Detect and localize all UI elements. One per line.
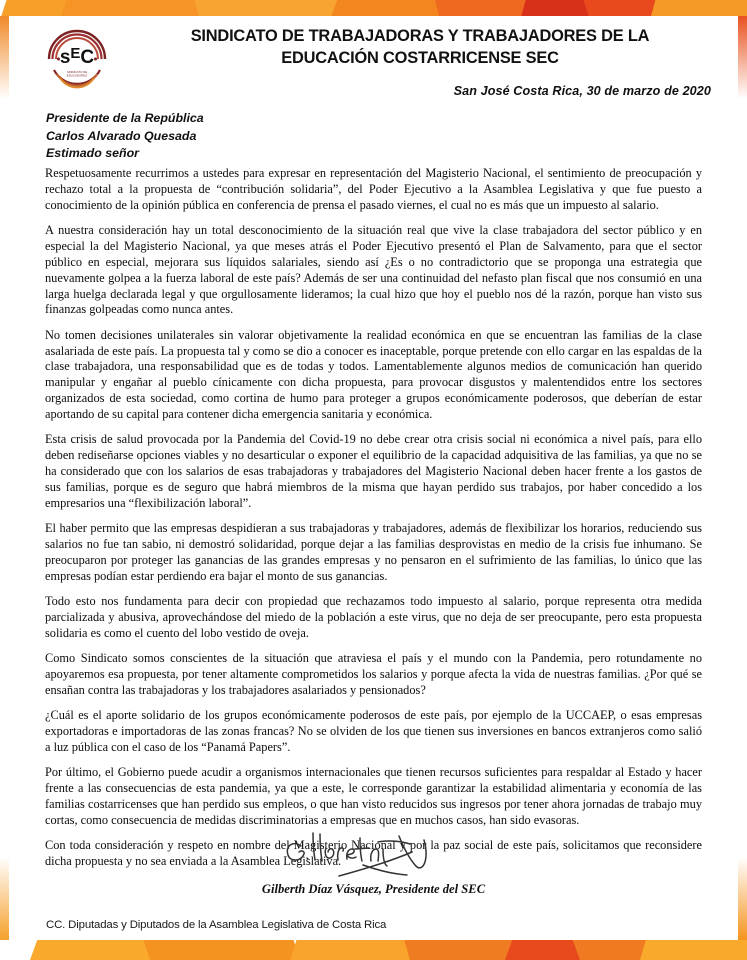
body-paragraph: Respetuosamente recurrimos a ustedes para expresar en representación del Magisterio Nacional, el sentimiento de preocupación y rechazo total a la propuesta de “contribución solidaria”, del Poder Ejecutivo a la Asamblea Legislativa y que fue puesto a conocimiento de la opinión pública en conferencia de prensa el pasado viernes, el cual no es más que un impuesto al salario.: [45, 166, 702, 212]
sec-logo-icon: [46, 28, 108, 90]
addressee-line-1: Presidente de la República: [46, 111, 204, 125]
addressee-line-3: Estimado señor: [46, 146, 139, 161]
body-paragraph: A nuestra consideración hay un total desconocimiento de la situación real que vive la clase trabajadora del sector público y en especial la del Magisterio Nacional, ya que meses atrás el Poder Ejecutivo presentó el Plan de Salvamento, para que el sector público en especial, mejorara sus líquidos salariales, siendo así ¿Es o no contradictorio que se proponga una estrategia que nuevamente golpea a la fuerza laboral de este país? Además de ser una continuidad del nefasto plan fiscal que nos consumió en una larga huelga declarada legal y que orgullosamente lideramos; la cual hizo que hoy el pueblo nos dé la razón, porque han visto sus finanzas golpeadas como nunca antes.: [45, 223, 702, 317]
body-paragraph: Todo esto nos fundamenta para decir con propiedad que rechazamos todo impuesto al salario, porque representa otra medida parcializada y abusiva, aprovechándose del miedo de la población a este virus, que no deja de ser preocupante, pero esta propuesta solidaria es como el cuento del lobo vestido de oveja.: [45, 594, 702, 640]
org-title-line2: EDUCACIÓN COSTARRICENSE SEC: [281, 48, 559, 67]
body-paragraph: Esta crisis de salud provocada por la Pandemia del Covid-19 no debe crear otra crisis social ni económica a nivel país, para ello deben rediseñarse opciones viables y no desarticular o exponer el equilibrio de la capacidad adquisitiva de las familias, ya que no se ha considerado que con los salarios de esas trabajadoras y trabajadores del Magisterio Nacional deben hacer frente a los gastos de sus familias, porque es de seguro que habrá miembros de la misma que hayan perdido sus trabajos, por haber concedido a los empresarios una “flexibilización laboral”.: [45, 432, 702, 510]
body-paragraph: No tomen decisiones unilaterales sin valorar objetivamente la realidad económica en que se encuentran las familias de la clase asalariada de este país. La propuesta tal y como se dio a conocer es inaceptable, porque pretende con ello cargar en las espaldas de la clase trabajadora, una responsabilidad que es de todas y todos. Lamentablemente algunos medios de comunicación han querido manipular y engañar al pueblo cínicamente con dicha propuesta, para provocar disgustos y malentendidos entre los sectores organizados de esta sociedad, como cortina de humo para proteger a grupos económicamente poderosos, que deberían de estar aportando de su capital para contener dicha emergencia sanitaria y económica.: [45, 327, 702, 422]
top-decorative-banner: [0, 0, 747, 16]
signer-name: Gilberth Díaz Vásquez, Presidente del SEC: [261, 882, 486, 896]
letterhead-header: [0, 16, 747, 90]
addressee-block: [46, 110, 204, 163]
bottom-decorative-banner: [0, 940, 747, 960]
body-paragraph: El haber permito que las empresas despidieran a sus trabajadoras y trabajadores, además de flexibilizar los horarios, reduciendo sus salarios no fue tan sabio, ni demostró solidaridad, porque dejar a las familias desprovistas en medio de la crisis fue inhumano. Se preocuparon por proteger las ganancias de las grandes empresas y no pensaron en el sufrimiento de las familias, lo único que las empresas podían estar perdiendo era bajar el monto de sus ganancias.: [45, 521, 702, 583]
body-paragraph: Con toda consideración y respeto en nombre del Magisterio Nacional y por la paz social de este país, solicitamos que reconsidere dicha propuesta y no sea enviada a la Asamblea Legislativa.: [45, 838, 702, 869]
cc-recipients: CC. Diputadas y Diputados de la Asamblea Legislativa de Costa Rica: [46, 919, 387, 931]
letter-body: [45, 166, 702, 880]
addressee-line-2: Carlos Alvarado Quesada: [46, 128, 197, 143]
page-title: [120, 26, 720, 69]
banner-facet: [631, 940, 747, 960]
body-paragraph: Por último, el Gobierno puede acudir a organismos internacionales que tienen recursos suficientes para respaldar al Estado y hacer frente a las consecuencias de esta pandemia, ya que a este, le corresponde garantizar la estabilidad alimentaria y economía de las familias costarricenses que han perdido sus empleos, o que han visto reducidos sus ingresos por tener ahora jornadas de trabajo muy cortas, como consecuencia de medidas discriminatorias a empresas que en muchos casos, han sido evasoras.: [45, 765, 702, 827]
left-edge-accent: [0, 16, 9, 940]
banner-facet: [642, 0, 747, 16]
banner-facet: [140, 940, 309, 960]
svg-text:EDUCADORES: EDUCADORES: [66, 73, 88, 78]
body-paragraph: Como Sindicato somos conscientes de la situación que atraviesa el país y el mundo con la Pandemia, pero rotundamente no apoyaremos esa propuesta, por tener altamente comprometidos los salarios y porque afecta la vida de nuestras familias. ¿Por qué se ensañan contra las trabajadoras y los trabajadores asalariados y pensionados?: [45, 651, 702, 697]
body-paragraph: ¿Cuál es el aporte solidario de los grupos económicamente poderosos de este país, por ejemplo de la UCCAEP, o esas empresas exportadoras e importadoras de las zonas francas? No se olviden de los que tienen sus inversiones en bancos extranjeros como salió a luz pública con el caso de los “Panamá Papers”.: [45, 708, 702, 754]
svg-text:sEC: $s^EC$: [59, 45, 95, 68]
signature-block: [0, 828, 747, 897]
handwritten-signature-icon: [279, 828, 469, 880]
right-edge-accent: [738, 16, 747, 940]
svg-text:SINDICATO DE: SINDICATO DE: [66, 70, 88, 74]
org-title-line1: SINDICATO DE TRABAJADORAS Y TRABAJADORES DE LA: [190, 27, 650, 45]
dateline: San José Costa Rica, 30 de marzo de 2020: [453, 84, 711, 98]
